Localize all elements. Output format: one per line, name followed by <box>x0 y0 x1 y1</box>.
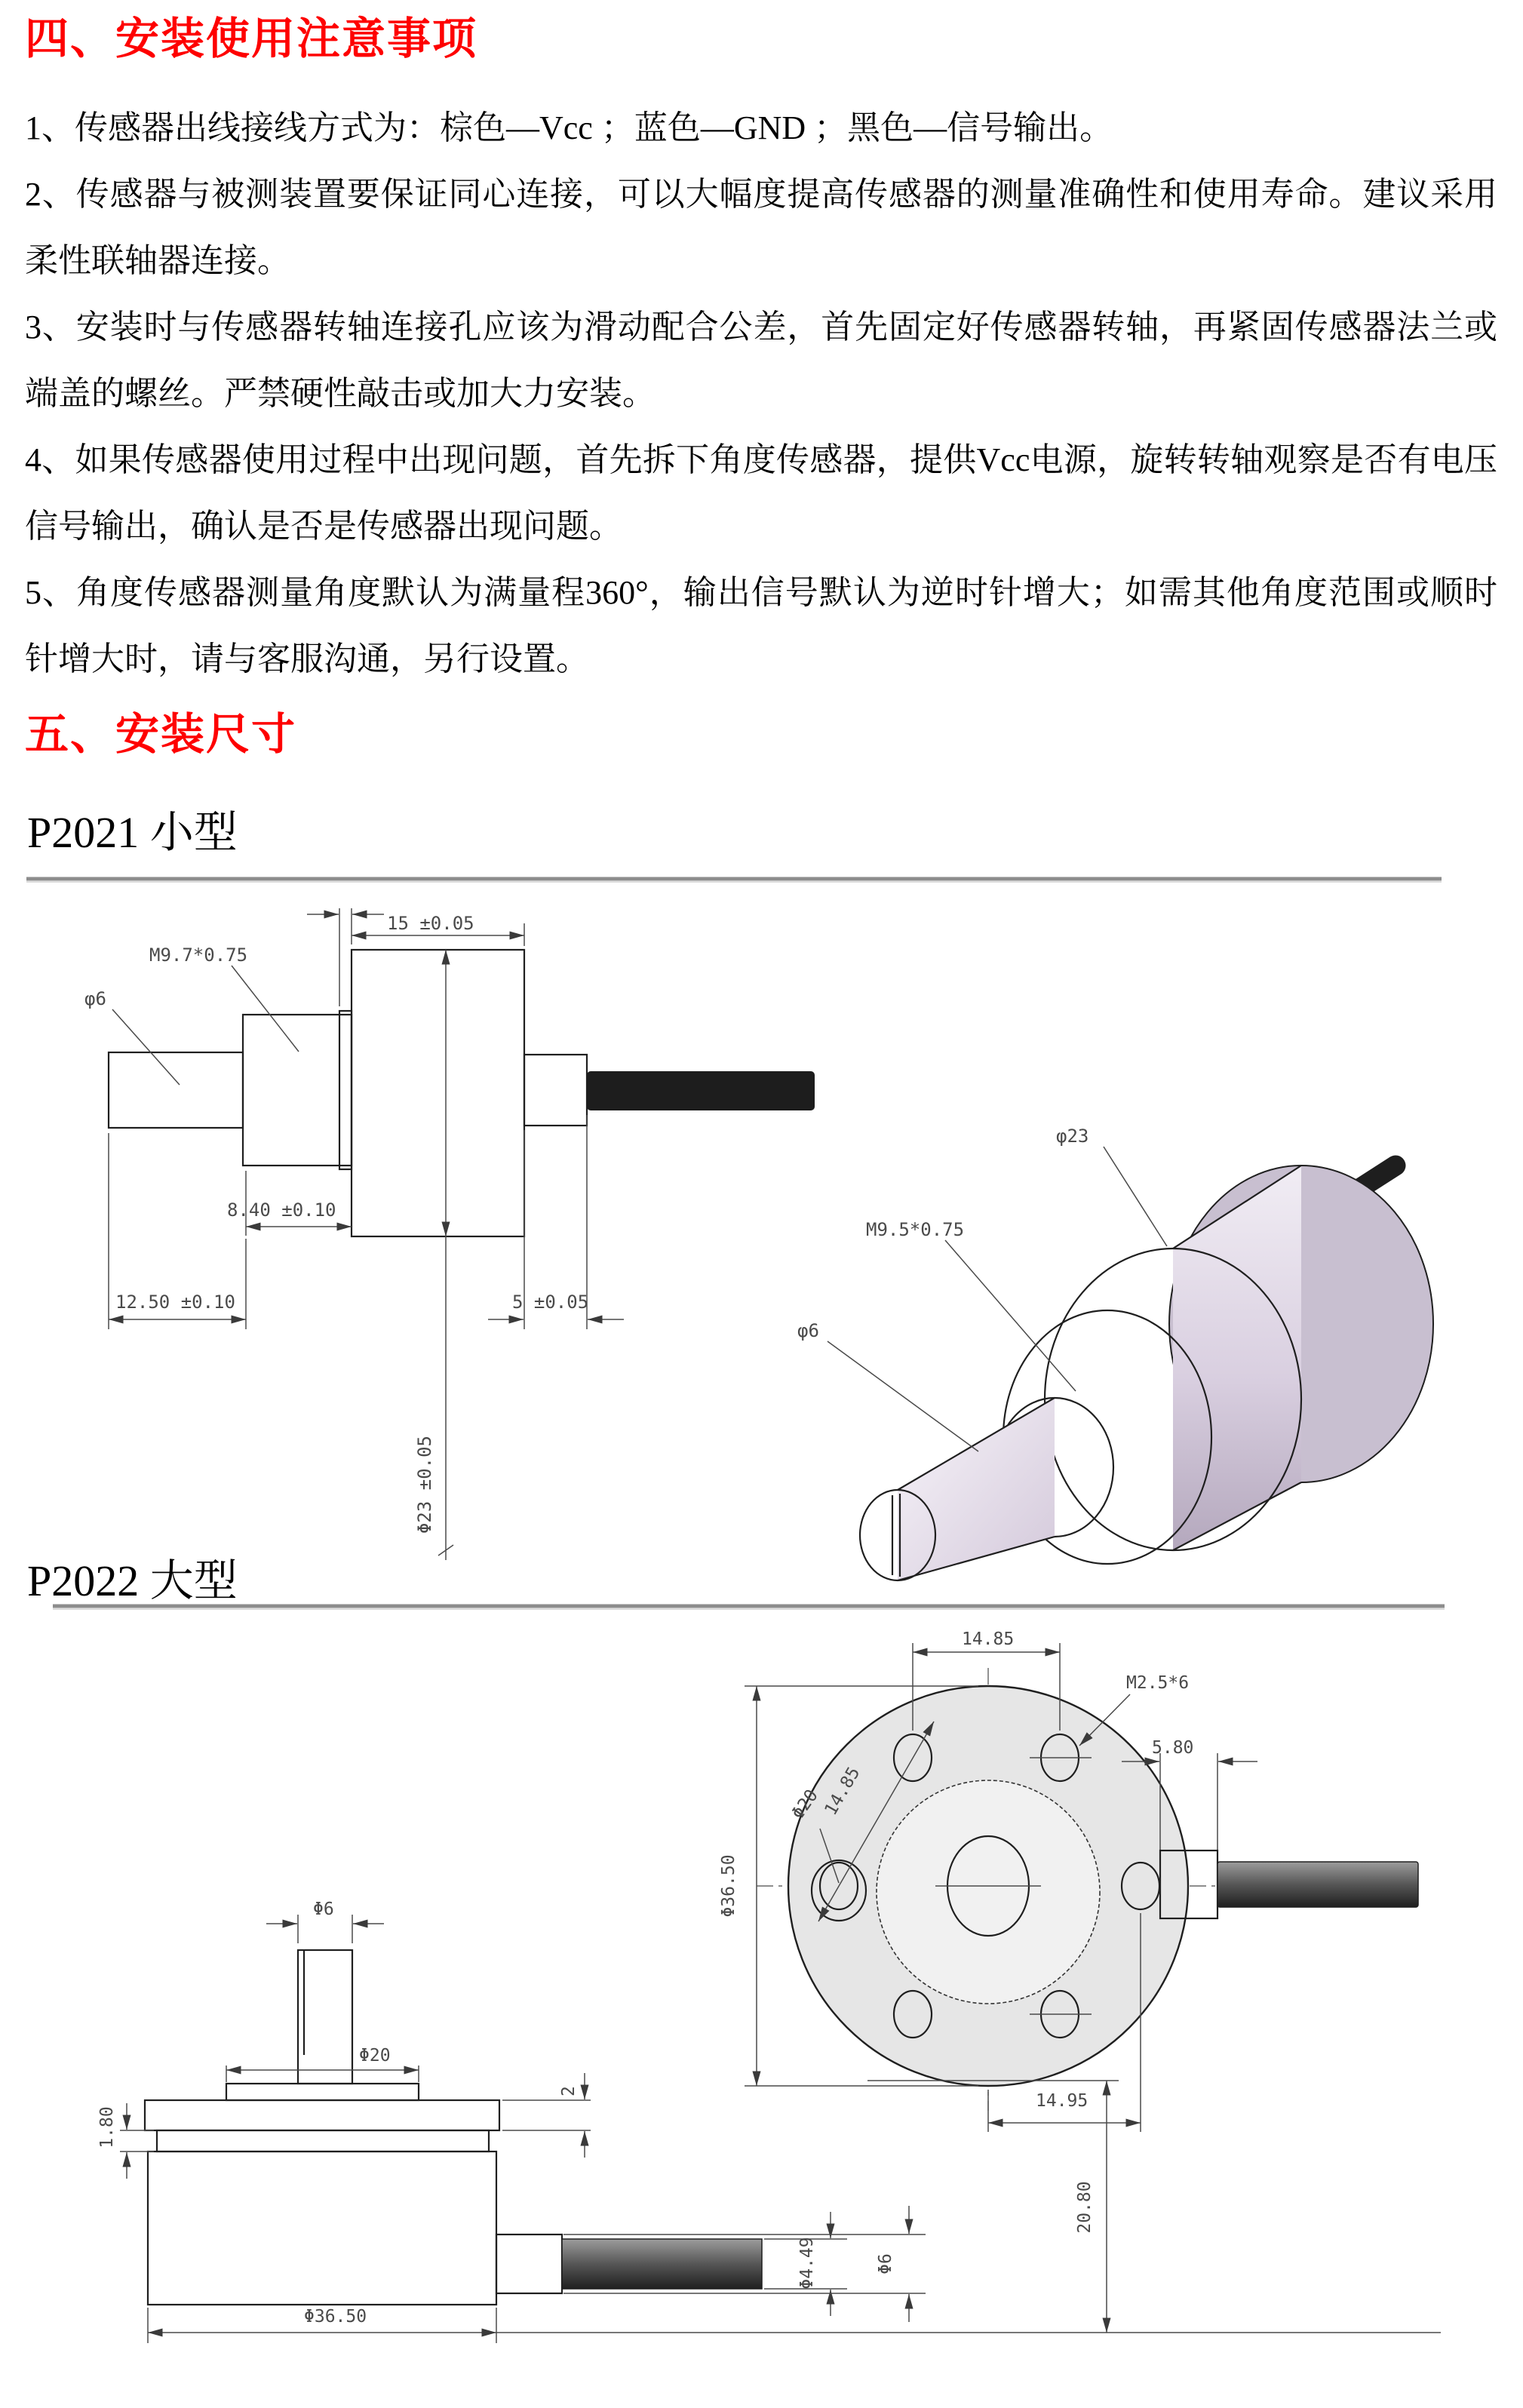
cable-profile <box>587 1071 815 1110</box>
note-item-3: 3、安装时与传感器转轴连接孔应该为滑动配合公差，首先固定好传感器转轴，再紧固传感器法兰或端盖的螺丝。严禁硬性敲击或加大力安装。 <box>25 309 1497 412</box>
dim-boss-dia: Φ20 <box>359 2046 391 2066</box>
dim-height: 20.80 <box>1075 2181 1095 2234</box>
drawing1-top-border <box>26 879 1442 882</box>
thread-spec-label: M9.7*0.75 <box>149 944 248 966</box>
p2021-iso-view <box>797 1126 1433 1580</box>
note-item-1: 1、传感器出线接线方式为：棕色—Vcc ；蓝色—GND ；黑色—信号输出。 <box>25 109 1113 146</box>
shaft-dia-label: φ6 <box>84 988 106 1009</box>
drawing2-top-border <box>53 1606 1445 1609</box>
p2022-side-view <box>97 1900 1441 2343</box>
cable-sleeve <box>496 2234 562 2293</box>
section4-heading: 四、安装使用注意事项 <box>25 14 478 63</box>
model-p2022-label: P2022 大型 <box>27 1556 238 1605</box>
dim-thread-length: 8.40 ±0.10 <box>227 1199 336 1221</box>
flange-plate <box>145 2100 499 2130</box>
step-profile <box>339 1011 352 1169</box>
note-item-4: 4、如果传感器使用过程中出现问题，首先拆下角度传感器，提供Vcc电源，旋转转轴观察是否有电压信号输出，确认是否是传感器出现问题。 <box>25 441 1497 545</box>
dim-boss-length: 5.80 <box>1152 1738 1194 1758</box>
cable <box>562 2239 762 2289</box>
dim-cable-core: Φ4.49 <box>797 2237 817 2290</box>
dim-body-diameter: Φ36.50 <box>304 2307 367 2327</box>
dim-hole-spacing-diag: 14.85 <box>821 1764 864 1819</box>
bolt-circle-label: Φ20 <box>788 1786 822 1823</box>
dim-step-thickness: 1.80 <box>97 2106 117 2148</box>
installation-notes <box>25 95 1497 693</box>
dim-flange-diameter: Φ36.50 <box>719 1854 738 1918</box>
boss-disk <box>226 2084 419 2100</box>
dim-cable-sleeve: Φ6 <box>876 2253 895 2274</box>
p2022-dimension-drawing <box>26 1604 1501 2408</box>
body-profile <box>352 950 524 1236</box>
dim-boss-length: 5 ±0.05 <box>512 1292 589 1313</box>
shaft-profile <box>109 1052 243 1128</box>
iso-shaft-dia-label: φ6 <box>797 1320 819 1341</box>
screw-spec-label: M2.5*6 <box>1126 1673 1190 1693</box>
dim-hole-spacing-bottom: 14.95 <box>1036 2091 1089 2111</box>
dim-shaft-dia: Φ6 <box>313 1900 334 1919</box>
step-ring <box>157 2130 489 2152</box>
iso-thread-spec-label: M9.5*0.75 <box>866 1219 965 1240</box>
dim-body-diameter: Φ23 ±0.05 <box>414 1435 435 1534</box>
sensor-body <box>148 2152 496 2305</box>
cable-boss-profile <box>524 1055 587 1126</box>
note-item-5: 5、角度传感器测量角度默认为满量程360°，输出信号默认为逆时针增大；如需其他角度范围或顺时针增大时，请与客服沟通，另行设置。 <box>25 574 1497 677</box>
iso-shaft <box>898 1398 1055 1580</box>
model-p2021-label: P2021 小型 <box>27 808 238 857</box>
thread-profile <box>243 1015 352 1166</box>
section5-heading: 五、安装尺寸 <box>25 710 297 759</box>
dim-shaft-length: 12.50 ±0.10 <box>115 1292 235 1313</box>
note-item-2: 2、传感器与被测装置要保证同心连接，可以大幅度提高传感器的测量准确性和使用寿命。建议采用柔性联轴器连接。 <box>25 176 1497 279</box>
flange-recess <box>877 1780 1100 2004</box>
cable <box>1217 1862 1418 1907</box>
dim-body-width: 15 ±0.05 <box>387 913 474 934</box>
p2022-front-view <box>719 1629 1418 2132</box>
dim-plate-thickness: 2 <box>559 2086 579 2096</box>
p2021-dimension-drawing <box>26 877 1442 1616</box>
p2021-side-view <box>84 908 815 1560</box>
iso-body-dia-label: φ23 <box>1056 1126 1089 1147</box>
shaft <box>298 1950 352 2084</box>
dim-hole-spacing-top: 14.85 <box>962 1629 1015 1649</box>
